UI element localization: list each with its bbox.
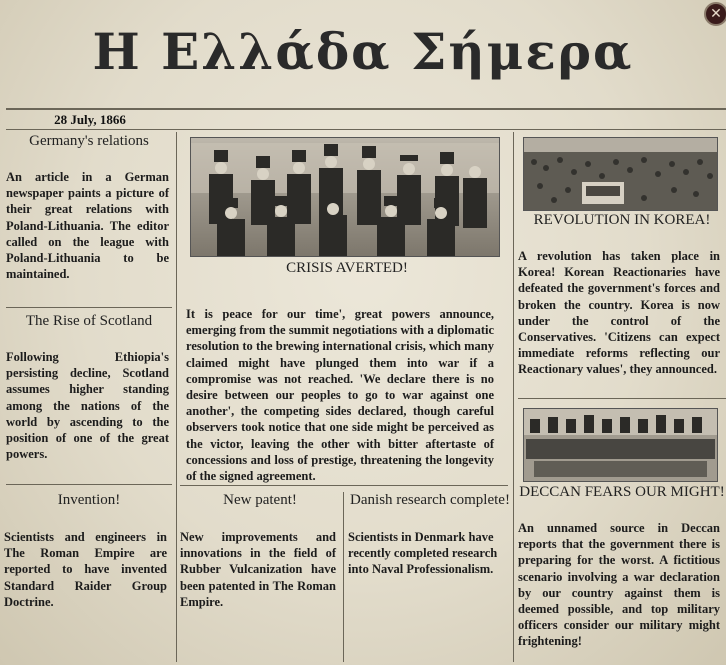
article-germany-body: An article in a German newspaper paints a picture of their great relations with Poland-Lithuania. The editor called on the league with Poland-Lithuania to be maintained. (6, 170, 169, 282)
article-scotland-body: Following Ethiopia's persisting decline, Scotland assumes higher standing among the nations of the world by ascending to the position of one of the great powers. (6, 350, 169, 462)
article-germany-headline: Germany's relations (29, 133, 149, 149)
group-portrait-icon (191, 138, 499, 256)
column-divider-right (513, 132, 514, 662)
crowd-icon (524, 138, 717, 210)
column-divider-bottom-middle (343, 492, 344, 662)
article-korea-body: A revolution has taken place in Korea! Korean Reactionaries have defeated the government's forces and broken the country. Korea is now under the control of the Conservatives. 'Citizens can expect immediate reforms reflecting our Reactionary values', they announced. (518, 249, 720, 377)
article-invention-headline: Invention! (57, 492, 121, 508)
soldiers-icon (524, 409, 717, 481)
article-danish-body: Scientists in Denmark have recently completed research into Naval Professionalism. (348, 530, 498, 577)
korea-photo (523, 137, 718, 211)
article-scotland-headline: The Rise of Scotland (25, 313, 153, 329)
article-invention-body: Scientists and engineers in The Roman Empire are reported to have invented Standard Raider Group Doctrine. (4, 530, 167, 609)
deccan-photo (523, 408, 718, 482)
article-korea-headline: REVOLUTION IN KOREA! (533, 212, 711, 228)
article-crisis-body: It is peace for our time', great powers announce, emerging from the summit negotiations with a diplomatic resolution to the brewing international crisis, which many claimed might have plunged them into war if a compromise was not reached. 'We declare there is no desire between our peoples to go to war against one another', the competing sides declared, though careful observers took notice that one side might be perceived as the victor, leaving the other with bitter aftertaste of concessions and loss of prestige, threatening the longevity of the signed agreement. (186, 307, 494, 484)
crisis-photo (190, 137, 500, 257)
section-rule-middle (180, 485, 508, 486)
article-patent-body: New improvements and innovations in the field of Rubber Vulcanization have been patented in The Roman Empire. (180, 530, 336, 609)
section-rule-left-1 (6, 307, 172, 308)
column-divider-left (176, 132, 177, 662)
close-icon[interactable]: ✕ (704, 2, 726, 26)
article-deccan-headline: DECCAN FEARS OUR MIGHT! (519, 484, 725, 500)
article-deccan-body: An unnamed source in Deccan reports that the government there is preparing for the worst. A fictitious scenario involving a war declaration by our country against them is deemed possible, and top military officers consider our military might frightening! (518, 521, 720, 649)
issue-date: 28 July, 1866 (54, 112, 126, 127)
article-crisis-headline: CRISIS AVERTED! (286, 260, 408, 276)
article-danish-headline: Danish research complete! (350, 492, 510, 508)
masthead-rule-top (6, 108, 726, 110)
section-rule-right (518, 398, 726, 399)
section-rule-left-2 (6, 484, 172, 485)
newspaper-masthead: Η Ελλάδα Σήμερα (92, 22, 634, 81)
masthead-rule-bottom (6, 129, 726, 130)
article-patent-headline: New patent! (223, 492, 297, 508)
